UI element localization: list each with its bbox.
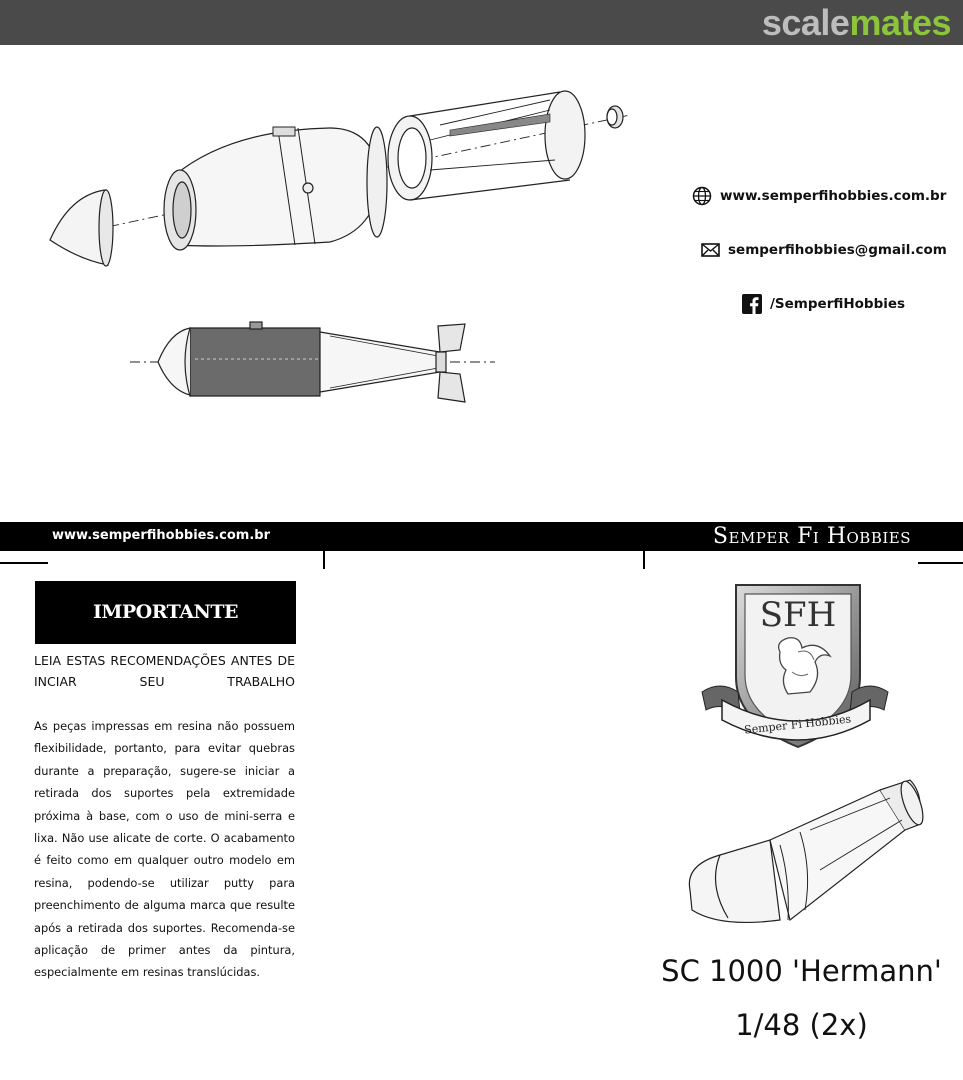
product-title xyxy=(640,950,963,1046)
product-scale: 1/48 (2x) xyxy=(735,1008,868,1042)
header-company: Semper Fi Hobbies xyxy=(712,524,911,549)
email-contact[interactable] xyxy=(701,242,947,258)
scalemates-logo[interactable]: scalemates xyxy=(761,2,951,43)
logo-ribbon-text: Semper Fi Hobbies xyxy=(743,712,852,737)
fold-mark-left xyxy=(0,562,48,564)
facebook-icon xyxy=(742,294,762,314)
fold-mark-2 xyxy=(643,551,645,569)
website-contact[interactable] xyxy=(692,186,946,206)
important-heading: IMPORTANTE xyxy=(35,581,296,644)
scalemates-header xyxy=(0,0,963,45)
important-body: As peças impressas em resina não possuem flexibilidade, portanto, para evitar quebras durante a preparação, sugere-se iniciar a retirada dos suportes pela extremidade próxima à base, com o uso de mini-serra e lixa. Não use alicate de corte. O acabamento é feito como em qualquer outro modelo em resina, podendo-se utilizar putty para preenchimento de alguma marca que resulte após a retirada dos suportes. Recomenda-se aplicação de primer antes da pintura, especialmente em resinas translúcidas. xyxy=(34,719,295,980)
fold-mark-right xyxy=(918,562,963,564)
sfh-logo xyxy=(700,582,890,752)
email-text: semperfihobbies@gmail.com xyxy=(728,242,947,258)
product-name: SC 1000 'Hermann' xyxy=(661,954,942,988)
fold-mark-1 xyxy=(323,551,325,569)
product-illustration xyxy=(680,770,930,930)
globe-icon xyxy=(692,186,712,206)
important-subheading: LEIA ESTAS RECOMENDAÇÕES ANTES DE INCIAR SEU TRABALHO xyxy=(34,653,295,689)
facebook-contact[interactable] xyxy=(742,294,905,314)
mail-icon xyxy=(701,243,720,257)
logo-initials: SFH xyxy=(759,595,837,635)
facebook-text: /SemperfiHobbies xyxy=(770,296,906,312)
instructions-header-bar xyxy=(0,522,963,551)
header-url[interactable]: www.semperfihobbies.com.br xyxy=(52,528,270,543)
website-text: www.semperfihobbies.com.br xyxy=(720,188,947,204)
assembly-diagram xyxy=(30,70,650,430)
